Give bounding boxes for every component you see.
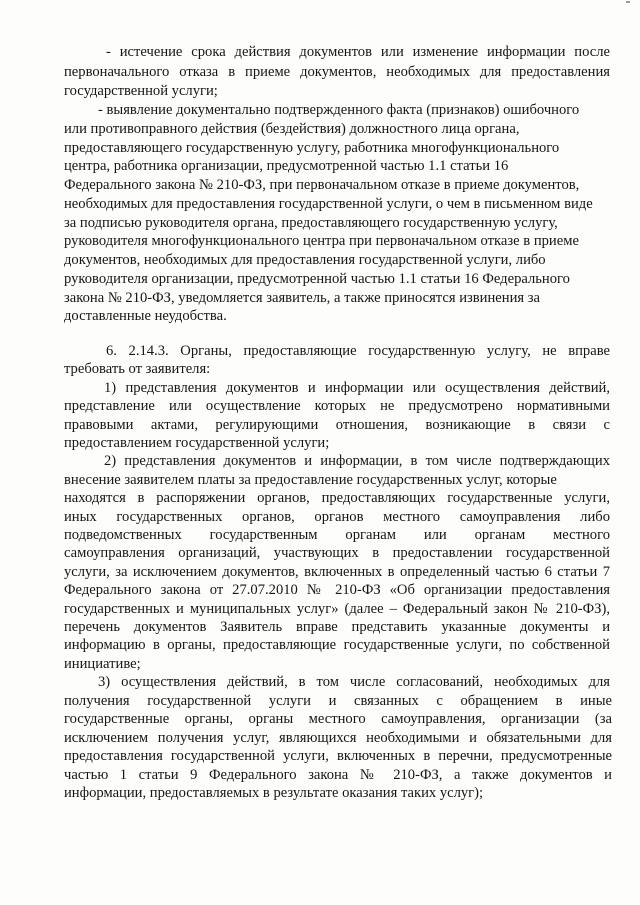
text-line: услуги, за исключением документов, включенных в определенный частью 6 статьи 7 <box>64 564 610 580</box>
text-line: руководителя многофункционального центра при первоначальном отказе в приеме <box>64 233 579 249</box>
text-line: или противоправного действия (бездействия) должностного лица органа, <box>64 121 520 137</box>
text-line: частью 1 статьи 9 Федерального закона № 210-ФЗ, а также документов и <box>64 767 612 783</box>
text-line: получения государственной услуги и связанных с обращением в иные <box>64 693 612 709</box>
text-line: руководителя организации, предусмотренной частью 1.1 статьи 16 Федерального <box>64 271 570 287</box>
text-line: первоначального отказа в приеме документов, необходимых для предоставления <box>64 64 610 80</box>
text-line: 6. 2.14.3. Органы, предоставляющие государственную услугу, не вправе <box>106 343 610 359</box>
text-line: самоуправления организаций, участвующих в предоставлении государственной <box>64 545 610 561</box>
text-line: предоставления государственной услуги, включенных в перечни, предусмотренные <box>64 748 612 764</box>
text-line: государственные органы, органы местного самоуправления, организации (за <box>64 711 612 727</box>
text-line: государственных и муниципальных услуг» (далее – Федеральный закон № 210-ФЗ), <box>64 601 610 617</box>
text-line: исключением получения услуг, являющихся необходимыми и обязательными для <box>64 730 612 746</box>
text-line: информации, предоставляемых в результате оказания таких услуг); <box>64 785 484 801</box>
text-line: центра, работника организации, предусмотренной частью 1.1 статьи 16 <box>64 158 509 174</box>
text-line: Федерального закона от 27.07.2010 № 210-ФЗ «Об организации предоставления <box>64 582 610 598</box>
text-line: информацию в органы, предоставляющие государственные услуги, по собственной <box>64 637 610 653</box>
text-line: Федерального закона № 210-ФЗ, при первоначальном отказе в приеме документов, <box>64 177 580 193</box>
text-line: документов, необходимых для предоставления государственной услуги, либо <box>64 252 546 268</box>
text-line: государственной услуги; <box>64 83 218 99</box>
text-line: представление или осуществление которых не предусмотрено нормативными <box>64 398 610 414</box>
text-line: за подписью руководителя органа, предоставляющего государственную услугу, <box>64 215 558 231</box>
text-line: инициативе; <box>64 656 141 672</box>
text-line: иных государственных органов, органов местного самоуправления либо <box>64 509 610 525</box>
text-line: - истечение срока действия документов или изменение информации после <box>106 44 610 60</box>
text-line: доставленные неудобства. <box>64 308 227 324</box>
text-line: закона № 210-ФЗ, уведомляется заявитель, а также приносятся извинения за <box>64 290 540 306</box>
text-line: - выявление документально подтвержденного факта (признаков) ошибочного <box>98 102 580 118</box>
text-line: правовыми актами, регулирующими отношения, возникающие в связи с <box>64 417 610 433</box>
text-line: 1) представления документов и информации или осуществления действий, <box>104 380 610 396</box>
text-line: 3) осуществления действий, в том числе согласований, необходимых для <box>98 674 610 690</box>
scan-mark <box>626 1 630 3</box>
text-line: предоставляющего государственную услугу, работника многофункционального <box>64 140 560 156</box>
text-line: подведомственных государственным органам или органам местного <box>64 527 610 543</box>
text-line: перечень документов Заявитель вправе представить указанные документы и <box>64 619 610 635</box>
text-line: предоставлением государственной услуги; <box>64 435 330 451</box>
text-line: внесение заявителем платы за предоставление государственных услуг, которые <box>64 472 557 488</box>
text-line: требовать от заявителя: <box>64 361 211 377</box>
text-line: находятся в распоряжении органов, предоставляющих государственные услуги, <box>64 490 610 506</box>
text-line: 2) представления документов и информации, в том числе подтверждающих <box>104 453 610 469</box>
text-line: необходимых для предоставления государственной услуги, о чем в письменном виде <box>64 196 593 212</box>
